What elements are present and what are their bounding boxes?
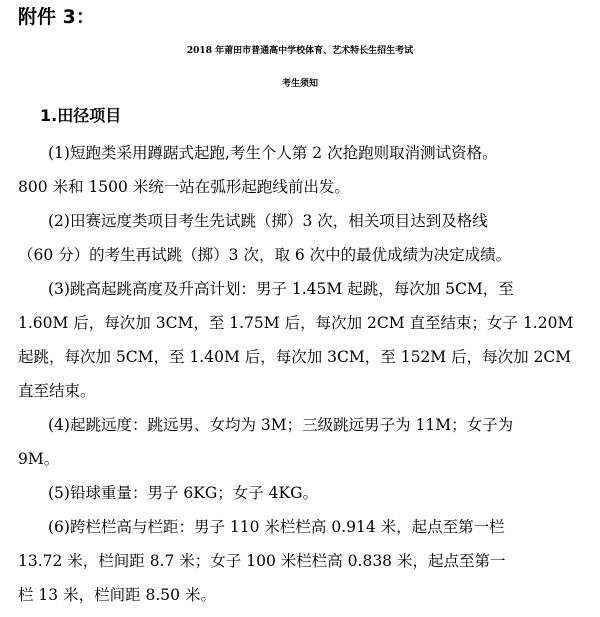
paragraph-line: (5)铅球重量：男子 6KG；女子 4KG。: [48, 484, 318, 502]
paragraph-line: (6)跨栏栏高与栏距：男子 110 米栏栏高 0.914 米，起点至第一栏: [48, 518, 505, 536]
paragraph-line: (3)跳高起跳高度及升高计划：男子 1.45M 起跳，每次加 5CM，至: [48, 280, 514, 298]
paragraph-line: (2)田赛远度类项目考生先试跳（掷）3 次，相关项目达到及格线: [48, 212, 488, 230]
document-title-line-1: 2018 年莆田市普通高中学校体育、艺术特长生招生考试: [186, 46, 414, 56]
paragraph-line: 栏 13 米，栏间距 8.50 米。: [18, 586, 216, 604]
paragraph-line: 直至结束。: [18, 382, 96, 400]
paragraph-line: （60 分）的考生再试跳（掷）3 次，取 6 次中的最优成绩为决定成绩。: [18, 246, 512, 264]
paragraph-line: 9M。: [18, 450, 60, 468]
document-title-line-2: 考生须知: [281, 79, 318, 89]
section-heading: 1.田径项目: [40, 106, 122, 125]
attachment-label: 附件 3：: [18, 6, 95, 28]
paragraph-line: (4)起跳远度：跳远男、女均为 3M；三级跳远男子为 11M；女子为: [48, 416, 514, 434]
paragraph-line: (1)短跑类采用蹲踞式起跑,考生个人第 2 次抢跑则取消测试资格。: [48, 144, 498, 162]
paragraph-line: 起跳，每次加 5CM，至 1.40M 后，每次加 3CM，至 152M 后，每次加 2CM: [18, 348, 572, 366]
paragraph-line: 13.72 米，栏间距 8.7 米；女子 100 米栏栏高 0.838 米，起点至第一: [18, 552, 506, 570]
paragraph-line: 800 米和 1500 米统一站在弧形起跑线前出发。: [18, 178, 350, 196]
paragraph-line: 1.60M 后，每次加 3CM，至 1.75M 后，每次加 2CM 直至结束；女子 1.20M: [18, 314, 574, 332]
